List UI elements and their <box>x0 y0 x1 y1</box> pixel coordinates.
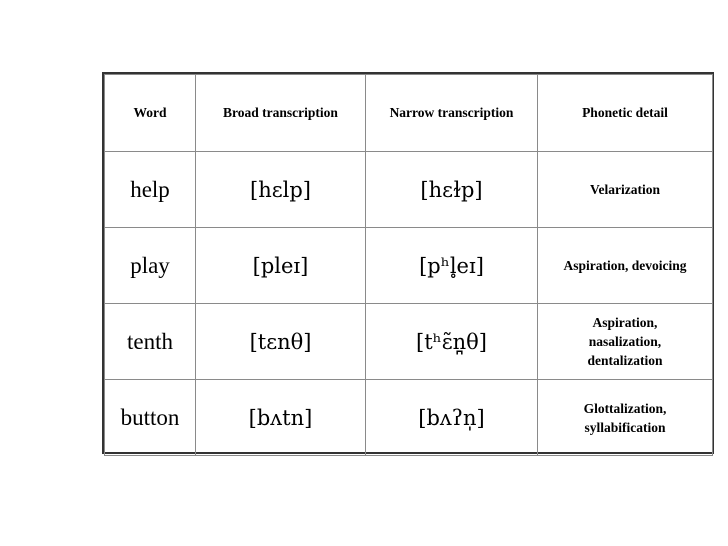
broad-transcription-cell: [pleɪ] <box>196 228 366 304</box>
phonetic-detail-line: Glottalization, <box>583 400 667 416</box>
header-word: Word <box>105 75 196 152</box>
header-broad-transcription: Broad transcription <box>196 75 366 152</box>
broad-transcription-cell: [hɛlp] <box>196 152 366 228</box>
header-row <box>105 75 713 152</box>
narrow-transcription-cell: [bʌʔn̩] <box>366 380 538 456</box>
table-row <box>105 152 713 228</box>
phonetic-detail-line: Aspiration, devoicing <box>563 258 687 273</box>
narrow-transcription-cell: [hɛɫp] <box>366 152 538 228</box>
phonetic-detail-cell <box>538 380 713 456</box>
phonetic-detail-line: Velarization <box>590 182 660 197</box>
word-cell: button <box>105 380 196 456</box>
phonetic-detail-line: dentalization <box>587 353 663 368</box>
phonetic-detail-line: syllabification <box>584 419 666 435</box>
table-row <box>105 304 713 380</box>
phonetic-detail-cell <box>538 152 713 228</box>
header-phonetic-detail: Phonetic detail <box>538 75 713 152</box>
transcription-table <box>102 72 714 454</box>
narrow-transcription-cell: [tʰɛ̃n̪θ] <box>366 304 538 380</box>
word-cell: play <box>105 228 196 304</box>
broad-transcription-cell: [tɛnθ] <box>196 304 366 380</box>
header-narrow-transcription: Narrow transcription <box>366 75 538 152</box>
word-cell: tenth <box>105 304 196 380</box>
narrow-transcription-cell: [pʰl̥eɪ] <box>366 228 538 304</box>
table-row <box>105 228 713 304</box>
table-row <box>105 380 713 456</box>
transcription-table-grid <box>104 74 713 456</box>
phonetic-detail-line: nasalization, <box>588 334 662 349</box>
phonetic-detail-cell <box>538 228 713 304</box>
phonetic-detail-line: Aspiration, <box>592 315 658 330</box>
word-cell: help <box>105 152 196 228</box>
broad-transcription-cell: [bʌtn] <box>196 380 366 456</box>
phonetic-detail-cell <box>538 304 713 380</box>
